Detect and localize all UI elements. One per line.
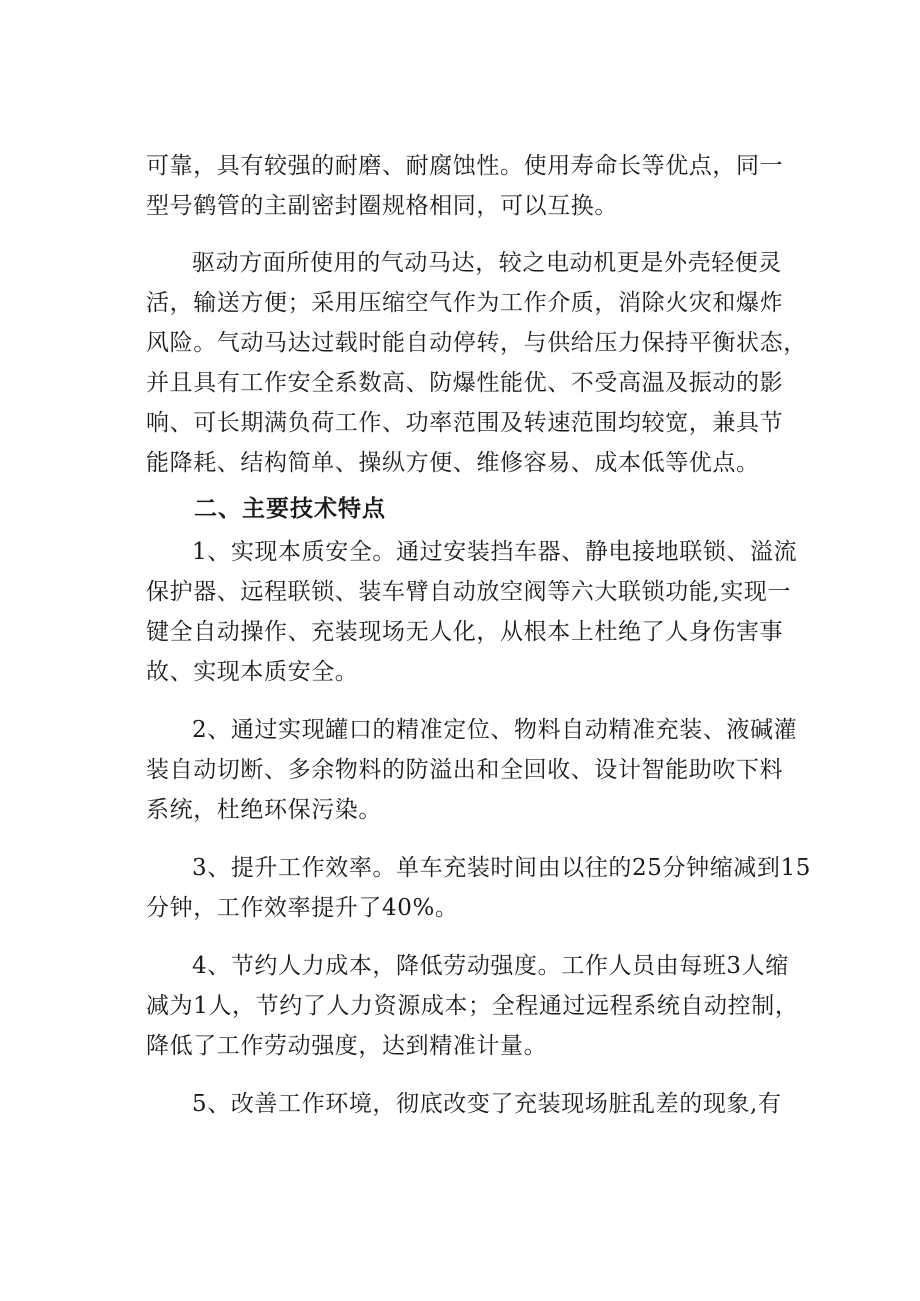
- text-line: 可靠，具有较强的耐磨、耐腐蚀性。使用寿命长等优点，同一: [146, 153, 784, 179]
- text-line: 4、节约人力成本，降低劳动强度。工作人员由每班3人缩: [192, 953, 789, 979]
- text-line: 3、提升工作效率。单车充装时间由以往的25分钟缩减到15: [192, 855, 811, 881]
- section-heading: 二、主要技术特点: [194, 496, 386, 522]
- text-line: 风险。气动马达过载时能自动停转，与供给压力保持平衡状态，: [146, 330, 807, 356]
- text-line: 减为1人，节约了人力资源成本；全程通过远程系统自动控制，: [146, 993, 799, 1019]
- text-line: 保护器、远程联锁、装车臂自动放空阀等六大联锁功能,实现一: [146, 579, 792, 605]
- text-line: 降低了工作劳动强度，达到精准计量。: [146, 1033, 548, 1059]
- paragraph-continuation: [146, 146, 784, 226]
- text-line: 2、通过实现罐口的精准定位、物料自动精准充装、液碱灌: [192, 717, 798, 743]
- text-line: 活，输送方便；采用压缩空气作为工作介质，消除火灾和爆炸: [146, 290, 784, 316]
- text-line: 分钟，工作效率提升了40%。: [146, 895, 459, 921]
- text-line: 装自动切断、多余物料的防溢出和全回收、设计智能助吹下料: [146, 757, 784, 783]
- text-line: 驱动方面所使用的气动马达，较之电动机更是外壳轻便灵: [192, 250, 782, 276]
- text-line: 5、改善工作环境，彻底改变了充装现场脏乱差的现象,有: [192, 1091, 782, 1117]
- paragraph-pneumatic-motor: [146, 243, 807, 483]
- text-line: 键全自动操作、充装现场无人化，从根本上杜绝了人身伤害事: [146, 619, 784, 645]
- paragraph-item-2: [146, 710, 798, 830]
- text-line: 并且具有工作安全系数高、防爆性能优、不受高温及振动的影: [146, 370, 784, 396]
- paragraph-item-3: [146, 848, 811, 928]
- paragraph-item-1: [146, 532, 798, 692]
- text-line: 系统，杜绝环保污染。: [146, 797, 382, 823]
- text-line: 故、实现本质安全。: [146, 659, 359, 685]
- text-line: 1、实现本质安全。通过安装挡车器、静电接地联锁、溢流: [192, 539, 798, 565]
- text-line: 响、可长期满负荷工作、功率范围及转速范围均较宽，兼具节: [146, 410, 784, 436]
- text-line: 能降耗、结构简单、操纵方便、维修容易、成本低等优点。: [146, 450, 760, 476]
- text-line: 型号鹤管的主副密封圈规格相同，可以互换。: [146, 193, 618, 219]
- document-body: [146, 146, 811, 1124]
- paragraph-item-5: [146, 1084, 782, 1124]
- paragraph-item-4: [146, 946, 799, 1066]
